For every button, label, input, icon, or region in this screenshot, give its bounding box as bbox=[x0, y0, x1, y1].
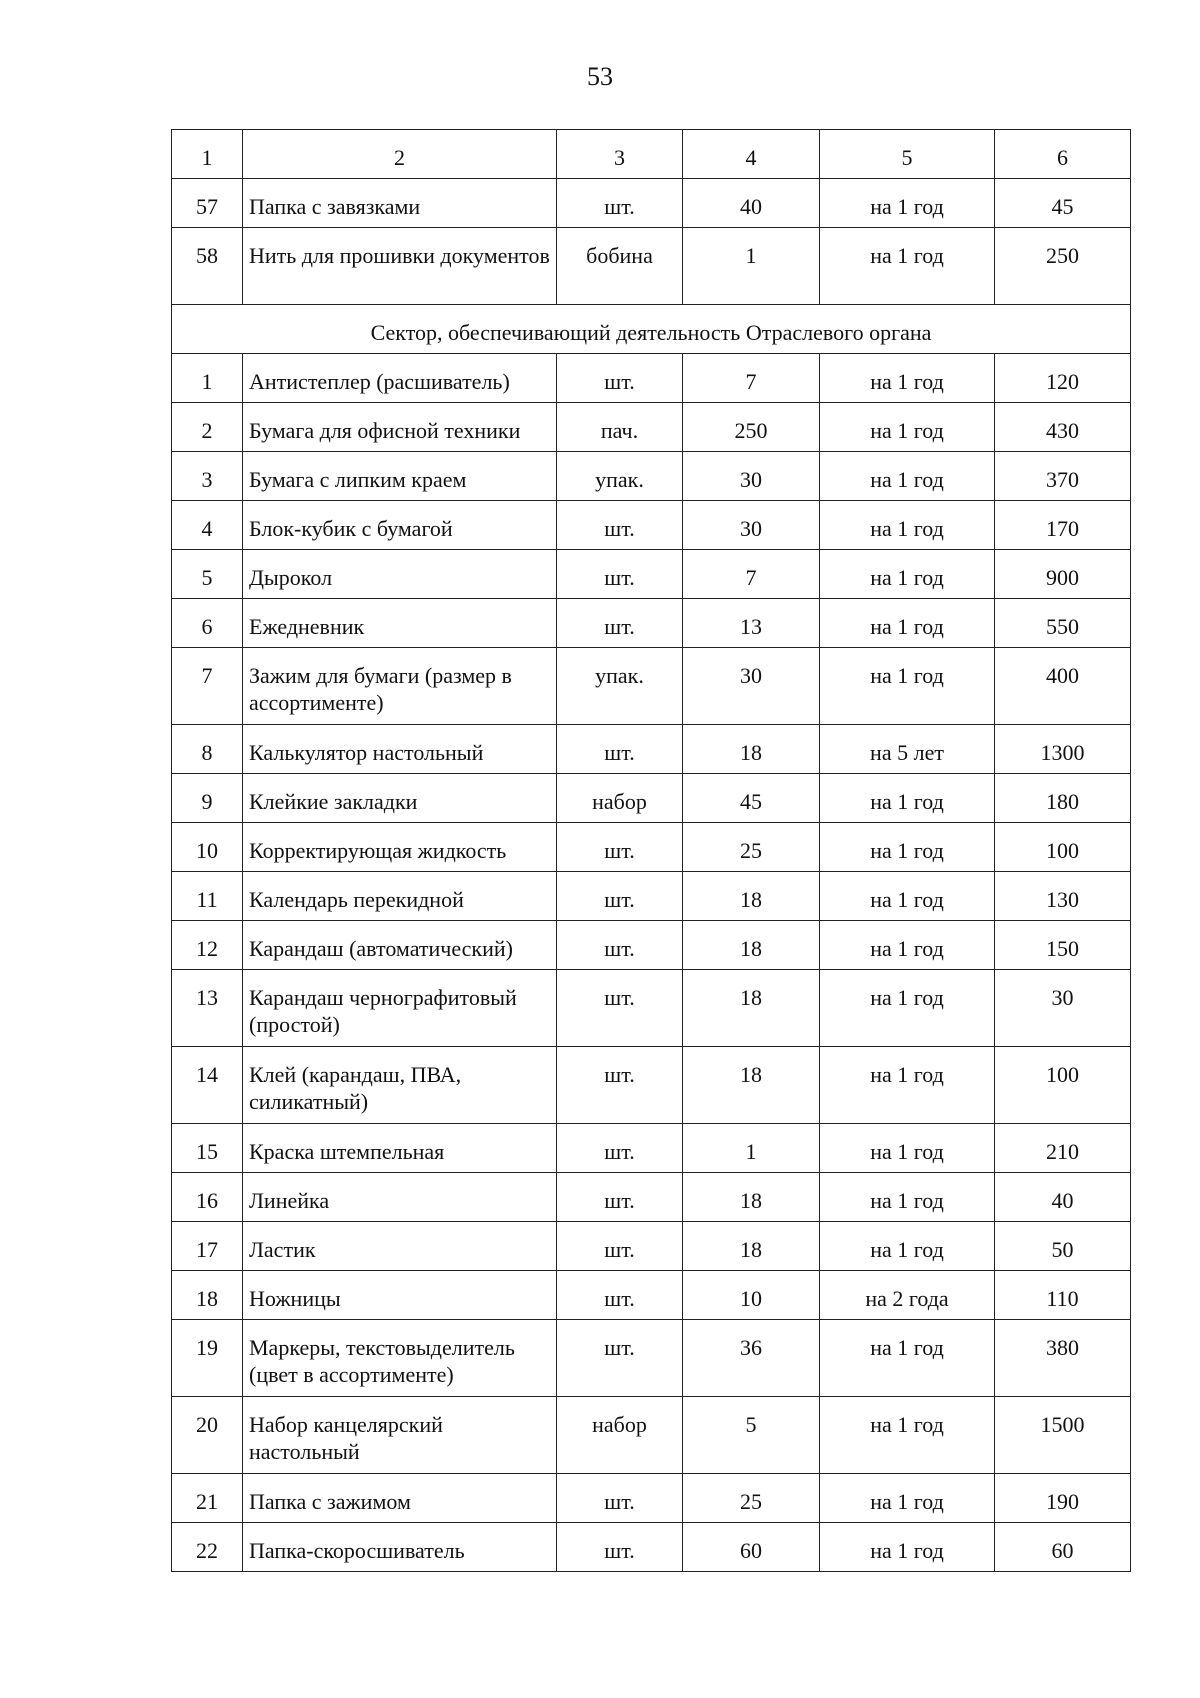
section-title: Сектор, обеспечивающий деятельность Отраслевого органа bbox=[172, 305, 1131, 354]
usage-period-cell: на 2 года bbox=[820, 1271, 995, 1320]
quantity-cell: 18 bbox=[683, 725, 820, 774]
item-name-cell: Бумага для офисной техники bbox=[243, 403, 557, 452]
row-number-cell: 3 bbox=[172, 452, 243, 501]
table-row bbox=[172, 774, 1131, 823]
quantity-cell: 1 bbox=[683, 1124, 820, 1173]
row-number-cell: 11 bbox=[172, 872, 243, 921]
quantity-cell: 10 bbox=[683, 1271, 820, 1320]
table-row bbox=[172, 550, 1131, 599]
row-number-cell: 21 bbox=[172, 1474, 243, 1523]
column-number-2: 2 bbox=[243, 130, 557, 179]
unit-of-measure-cell: шт. bbox=[557, 823, 683, 872]
usage-period-cell: на 1 год bbox=[820, 501, 995, 550]
unit-of-measure-cell: шт. bbox=[557, 550, 683, 599]
unit-price-cell: 100 bbox=[995, 1047, 1131, 1124]
unit-price-cell: 170 bbox=[995, 501, 1131, 550]
unit-price-cell: 110 bbox=[995, 1271, 1131, 1320]
usage-period-cell: на 1 год bbox=[820, 921, 995, 970]
table-row bbox=[172, 872, 1131, 921]
supplies-table bbox=[171, 129, 1131, 1572]
unit-price-cell: 150 bbox=[995, 921, 1131, 970]
table-row bbox=[172, 1523, 1131, 1572]
row-number-cell: 17 bbox=[172, 1222, 243, 1271]
row-number-cell: 13 bbox=[172, 970, 243, 1047]
row-number-cell: 7 bbox=[172, 648, 243, 725]
quantity-cell: 36 bbox=[683, 1320, 820, 1397]
item-name-cell: Папка-скоросшиватель bbox=[243, 1523, 557, 1572]
quantity-cell: 7 bbox=[683, 550, 820, 599]
quantity-cell: 45 bbox=[683, 774, 820, 823]
item-name-cell: Краска штемпельная bbox=[243, 1124, 557, 1173]
unit-of-measure-cell: шт. bbox=[557, 599, 683, 648]
table-row bbox=[172, 1320, 1131, 1397]
row-number-cell: 9 bbox=[172, 774, 243, 823]
unit-price-cell: 40 bbox=[995, 1173, 1131, 1222]
table-row bbox=[172, 1222, 1131, 1271]
item-name-cell: Маркеры, текстовыделитель (цвет в ассортименте) bbox=[243, 1320, 557, 1397]
row-number-cell: 1 bbox=[172, 354, 243, 403]
unit-of-measure-cell: упак. bbox=[557, 452, 683, 501]
unit-price-cell: 370 bbox=[995, 452, 1131, 501]
usage-period-cell: на 1 год bbox=[820, 179, 995, 228]
unit-price-cell: 130 bbox=[995, 872, 1131, 921]
table-row bbox=[172, 648, 1131, 725]
quantity-cell: 25 bbox=[683, 1474, 820, 1523]
unit-price-cell: 400 bbox=[995, 648, 1131, 725]
unit-price-cell: 430 bbox=[995, 403, 1131, 452]
row-number-cell: 16 bbox=[172, 1173, 243, 1222]
usage-period-cell: на 1 год bbox=[820, 1474, 995, 1523]
item-name-cell: Папка с зажимом bbox=[243, 1474, 557, 1523]
usage-period-cell: на 1 год bbox=[820, 1320, 995, 1397]
unit-price-cell: 190 bbox=[995, 1474, 1131, 1523]
table-row bbox=[172, 1124, 1131, 1173]
item-name-cell: Блок-кубик с бумагой bbox=[243, 501, 557, 550]
column-number-3: 3 bbox=[557, 130, 683, 179]
unit-of-measure-cell: бобина bbox=[557, 228, 683, 305]
usage-period-cell: на 1 год bbox=[820, 1523, 995, 1572]
item-name-cell: Карандаш (автоматический) bbox=[243, 921, 557, 970]
table-row bbox=[172, 823, 1131, 872]
table-row bbox=[172, 1047, 1131, 1124]
unit-price-cell: 60 bbox=[995, 1523, 1131, 1572]
row-number-cell: 2 bbox=[172, 403, 243, 452]
usage-period-cell: на 1 год bbox=[820, 1222, 995, 1271]
item-name-cell: Нить для прошивки документов bbox=[243, 228, 557, 305]
unit-price-cell: 210 bbox=[995, 1124, 1131, 1173]
column-number-row bbox=[172, 130, 1131, 179]
row-number-cell: 14 bbox=[172, 1047, 243, 1124]
table-row bbox=[172, 970, 1131, 1047]
quantity-cell: 1 bbox=[683, 228, 820, 305]
table-row bbox=[172, 599, 1131, 648]
unit-price-cell: 550 bbox=[995, 599, 1131, 648]
quantity-cell: 18 bbox=[683, 1222, 820, 1271]
row-number-cell: 4 bbox=[172, 501, 243, 550]
row-number-cell: 18 bbox=[172, 1271, 243, 1320]
unit-of-measure-cell: шт. bbox=[557, 1047, 683, 1124]
row-number-cell: 15 bbox=[172, 1124, 243, 1173]
unit-price-cell: 900 bbox=[995, 550, 1131, 599]
unit-of-measure-cell: шт. bbox=[557, 1271, 683, 1320]
row-number-cell: 8 bbox=[172, 725, 243, 774]
row-number-cell: 22 bbox=[172, 1523, 243, 1572]
unit-price-cell: 180 bbox=[995, 774, 1131, 823]
row-number-cell: 19 bbox=[172, 1320, 243, 1397]
usage-period-cell: на 5 лет bbox=[820, 725, 995, 774]
quantity-cell: 18 bbox=[683, 970, 820, 1047]
unit-price-cell: 1500 bbox=[995, 1397, 1131, 1474]
unit-of-measure-cell: шт. bbox=[557, 1474, 683, 1523]
unit-of-measure-cell: шт. bbox=[557, 1173, 683, 1222]
item-name-cell: Ножницы bbox=[243, 1271, 557, 1320]
quantity-cell: 13 bbox=[683, 599, 820, 648]
unit-of-measure-cell: шт. bbox=[557, 970, 683, 1047]
item-name-cell: Бумага с липким краем bbox=[243, 452, 557, 501]
item-name-cell: Зажим для бумаги (размер в ассортименте) bbox=[243, 648, 557, 725]
usage-period-cell: на 1 год bbox=[820, 550, 995, 599]
row-number-cell: 5 bbox=[172, 550, 243, 599]
quantity-cell: 30 bbox=[683, 648, 820, 725]
column-number-6: 6 bbox=[995, 130, 1131, 179]
unit-of-measure-cell: шт. bbox=[557, 179, 683, 228]
item-name-cell: Клей (карандаш, ПВА, силикатный) bbox=[243, 1047, 557, 1124]
usage-period-cell: на 1 год bbox=[820, 452, 995, 501]
quantity-cell: 30 bbox=[683, 452, 820, 501]
unit-of-measure-cell: шт. bbox=[557, 921, 683, 970]
item-name-cell: Календарь перекидной bbox=[243, 872, 557, 921]
table-row bbox=[172, 452, 1131, 501]
page-number: 53 bbox=[587, 62, 613, 91]
item-name-cell: Линейка bbox=[243, 1173, 557, 1222]
unit-of-measure-cell: шт. bbox=[557, 1222, 683, 1271]
unit-price-cell: 120 bbox=[995, 354, 1131, 403]
column-number-1: 1 bbox=[172, 130, 243, 179]
quantity-cell: 30 bbox=[683, 501, 820, 550]
quantity-cell: 40 bbox=[683, 179, 820, 228]
usage-period-cell: на 1 год bbox=[820, 648, 995, 725]
unit-price-cell: 50 bbox=[995, 1222, 1131, 1271]
usage-period-cell: на 1 год bbox=[820, 1397, 995, 1474]
quantity-cell: 18 bbox=[683, 1047, 820, 1124]
quantity-cell: 18 bbox=[683, 872, 820, 921]
unit-price-cell: 380 bbox=[995, 1320, 1131, 1397]
section-row bbox=[172, 305, 1131, 354]
table-row bbox=[172, 921, 1131, 970]
usage-period-cell: на 1 год bbox=[820, 354, 995, 403]
quantity-cell: 25 bbox=[683, 823, 820, 872]
usage-period-cell: на 1 год bbox=[820, 872, 995, 921]
item-name-cell: Клейкие закладки bbox=[243, 774, 557, 823]
unit-of-measure-cell: шт. bbox=[557, 725, 683, 774]
usage-period-cell: на 1 год bbox=[820, 970, 995, 1047]
supplies-table-body bbox=[172, 130, 1131, 1572]
unit-price-cell: 100 bbox=[995, 823, 1131, 872]
column-number-5: 5 bbox=[820, 130, 995, 179]
table-row bbox=[172, 354, 1131, 403]
row-number-cell: 20 bbox=[172, 1397, 243, 1474]
item-name-cell: Ластик bbox=[243, 1222, 557, 1271]
unit-of-measure-cell: набор bbox=[557, 774, 683, 823]
item-name-cell: Антистеплер (расшиватель) bbox=[243, 354, 557, 403]
unit-of-measure-cell: шт. bbox=[557, 1523, 683, 1572]
column-number-4: 4 bbox=[683, 130, 820, 179]
unit-of-measure-cell: шт. bbox=[557, 1124, 683, 1173]
item-name-cell: Калькулятор настольный bbox=[243, 725, 557, 774]
table-row bbox=[172, 501, 1131, 550]
unit-price-cell: 45 bbox=[995, 179, 1131, 228]
quantity-cell: 18 bbox=[683, 1173, 820, 1222]
table-row bbox=[172, 1173, 1131, 1222]
quantity-cell: 60 bbox=[683, 1523, 820, 1572]
table-row bbox=[172, 179, 1131, 228]
unit-of-measure-cell: пач. bbox=[557, 403, 683, 452]
row-number-cell: 58 bbox=[172, 228, 243, 305]
table-row bbox=[172, 1474, 1131, 1523]
table-row bbox=[172, 1271, 1131, 1320]
item-name-cell: Карандаш чернографитовый (простой) bbox=[243, 970, 557, 1047]
item-name-cell: Корректирующая жидкость bbox=[243, 823, 557, 872]
unit-of-measure-cell: шт. bbox=[557, 354, 683, 403]
unit-price-cell: 1300 bbox=[995, 725, 1131, 774]
item-name-cell: Дырокол bbox=[243, 550, 557, 599]
quantity-cell: 7 bbox=[683, 354, 820, 403]
unit-of-measure-cell: шт. bbox=[557, 872, 683, 921]
usage-period-cell: на 1 год bbox=[820, 1124, 995, 1173]
unit-of-measure-cell: шт. bbox=[557, 501, 683, 550]
table-row bbox=[172, 228, 1131, 305]
item-name-cell: Папка с завязками bbox=[243, 179, 557, 228]
row-number-cell: 12 bbox=[172, 921, 243, 970]
table-row bbox=[172, 725, 1131, 774]
quantity-cell: 18 bbox=[683, 921, 820, 970]
unit-price-cell: 30 bbox=[995, 970, 1131, 1047]
usage-period-cell: на 1 год bbox=[820, 774, 995, 823]
quantity-cell: 250 bbox=[683, 403, 820, 452]
usage-period-cell: на 1 год bbox=[820, 823, 995, 872]
unit-of-measure-cell: набор bbox=[557, 1397, 683, 1474]
usage-period-cell: на 1 год bbox=[820, 1173, 995, 1222]
unit-price-cell: 250 bbox=[995, 228, 1131, 305]
row-number-cell: 6 bbox=[172, 599, 243, 648]
item-name-cell: Набор канцелярский настольный bbox=[243, 1397, 557, 1474]
unit-of-measure-cell: упак. bbox=[557, 648, 683, 725]
unit-of-measure-cell: шт. bbox=[557, 1320, 683, 1397]
usage-period-cell: на 1 год bbox=[820, 403, 995, 452]
quantity-cell: 5 bbox=[683, 1397, 820, 1474]
item-name-cell: Ежедневник bbox=[243, 599, 557, 648]
row-number-cell: 10 bbox=[172, 823, 243, 872]
usage-period-cell: на 1 год bbox=[820, 599, 995, 648]
table-row bbox=[172, 1397, 1131, 1474]
usage-period-cell: на 1 год bbox=[820, 228, 995, 305]
usage-period-cell: на 1 год bbox=[820, 1047, 995, 1124]
row-number-cell: 57 bbox=[172, 179, 243, 228]
table-row bbox=[172, 403, 1131, 452]
